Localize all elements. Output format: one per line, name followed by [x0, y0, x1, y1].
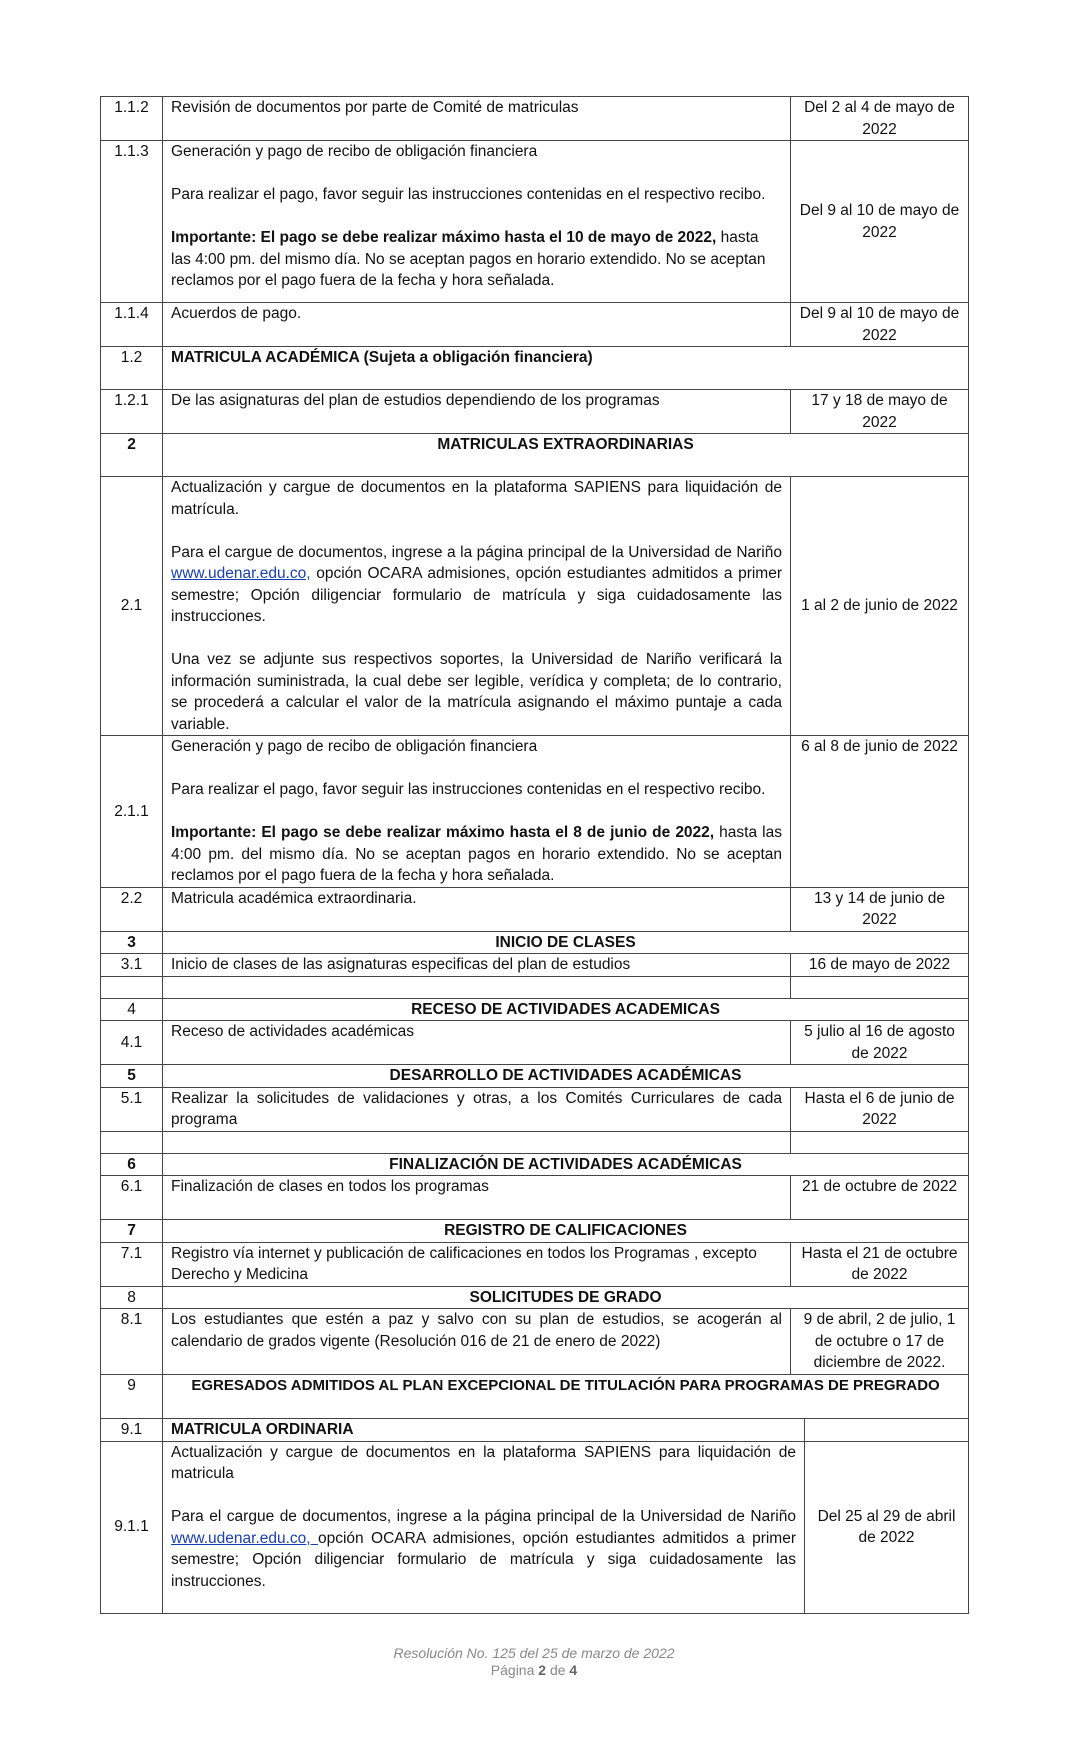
section-heading: INICIO DE CLASES [163, 931, 969, 954]
calendar-table [100, 96, 969, 1614]
row-number: 6 [101, 1153, 163, 1176]
page-number: 2 [538, 1662, 547, 1678]
table-row [101, 141, 969, 303]
page-total: 4 [569, 1662, 578, 1678]
row-description [163, 1441, 805, 1613]
important-note: Importante: El pago se debe realizar máximo hasta el 10 de mayo de 2022, [171, 229, 717, 246]
row-date: Del 9 al 10 de mayo de 2022 [791, 141, 969, 303]
paragraph [171, 1506, 796, 1592]
udenar-link[interactable]: www.udenar.edu.co, [171, 565, 311, 582]
row-date: 16 de mayo de 2022 [791, 954, 969, 977]
important-note: Importante: El pago se debe realizar máximo hasta el 8 de junio de 2022, [171, 824, 715, 841]
row-number: 7 [101, 1220, 163, 1243]
note-text: hasta las 4:00 pm. del mismo día. No se aceptan pagos en horario extendido. No se aceptan reclamos por el pago fuera de la fecha y hora señalada. [171, 824, 782, 884]
row-number: 1.1.3 [101, 141, 163, 303]
row-description: De las asignaturas del plan de estudios dependiendo de los programas [163, 390, 791, 434]
paragraph [171, 227, 782, 292]
row-description [163, 1087, 791, 1131]
table-row [101, 1087, 969, 1131]
section-heading: REGISTRO DE CALIFICACIONES [163, 1220, 969, 1243]
table-row [101, 1242, 969, 1286]
table-row [101, 390, 969, 434]
row-number: 1.1.2 [101, 97, 163, 141]
section-heading: DESARROLLO DE ACTIVIDADES ACADÉMICAS [163, 1065, 969, 1088]
table-row [101, 1441, 969, 1613]
row-description: Receso de actividades académicas [163, 1021, 791, 1065]
row-description: Registro vía internet y publicación de calificaciones en todos los Programas , excepto Derecho y Medicina [163, 1242, 791, 1286]
table-row [101, 1375, 969, 1419]
paragraph: Actualización y cargue de documentos en la plataforma SAPIENS para liquidación de matricula [171, 1443, 796, 1482]
paragraph: Para realizar el pago, favor seguir las instrucciones contenidas en el respectivo recibo. [171, 781, 766, 798]
row-number: 1.2 [101, 347, 163, 390]
row-number: 8.1 [101, 1309, 163, 1375]
row-number: 7.1 [101, 1242, 163, 1286]
empty-cell [163, 1131, 791, 1153]
table-row [101, 303, 969, 347]
row-date: 1 al 2 de junio de 2022 [791, 477, 969, 736]
row-number: 8 [101, 1286, 163, 1309]
row-date: 13 y 14 de junio de 2022 [791, 887, 969, 931]
row-date: 21 de octubre de 2022 [791, 1176, 969, 1220]
table-row [101, 1153, 969, 1176]
table-row [101, 1065, 969, 1088]
page-label: Página [490, 1662, 539, 1678]
section-title: MATRICULA ORDINARIA [163, 1419, 805, 1442]
page-of: de [546, 1662, 570, 1678]
row-number: 2 [101, 434, 163, 477]
row-date: 9 de abril, 2 de julio, 1 de octubre o 17 de diciembre de 2022. [791, 1309, 969, 1375]
empty-cell [791, 976, 969, 998]
row-description [163, 1309, 791, 1375]
resolution-footer [0, 1645, 1068, 1661]
row-description: Revisión de documentos por parte de Comité de matriculas [163, 97, 791, 141]
row-description [163, 736, 791, 888]
section-heading: RECESO DE ACTIVIDADES ACADEMICAS [163, 998, 969, 1021]
paragraph: Generación y pago de recibo de obligación financiera [171, 143, 538, 160]
row-number: 2.1.1 [101, 736, 163, 888]
empty-cell [805, 1419, 969, 1442]
section-heading: FINALIZACIÓN DE ACTIVIDADES ACADÉMICAS [163, 1153, 969, 1176]
row-number: 9 [101, 1375, 163, 1419]
paragraph-text: Para el cargue de documentos, ingrese a la página principal de la Universidad de Nariño [171, 543, 782, 561]
paragraph [171, 542, 782, 628]
row-number: 4.1 [101, 1021, 163, 1065]
table-row [101, 1220, 969, 1243]
row-number: 4 [101, 998, 163, 1021]
paragraph-text: opción OCARA admisiones, opción estudiantes admitidos a primer semestre; Opción diligenciar formulario de matrícula y siga cuidadosamente las instrucciones. [171, 1529, 797, 1590]
empty-cell [101, 1131, 163, 1153]
resolution-date: del 25 de marzo de 2022 [515, 1645, 675, 1661]
row-number: 3 [101, 931, 163, 954]
table-row [101, 1309, 969, 1375]
table-row [101, 477, 969, 736]
row-description [163, 477, 791, 736]
table-row [101, 736, 969, 888]
row-number: 3.1 [101, 954, 163, 977]
paragraph-text: opción OCARA admisiones, opción estudiantes admitidos a primer semestre; Opción diligenciar formulario de matrícula y siga cuidadosamente las instrucciones. [171, 565, 782, 625]
row-description: Acuerdos de pago. [163, 303, 791, 347]
empty-row [101, 1131, 969, 1153]
paragraph-text: Para el cargue de documentos, ingrese a la página principal de la Universidad de Nariño [171, 1508, 796, 1525]
row-number: 2.2 [101, 887, 163, 931]
section-title: MATRICULA ACADÉMICA (Sujeta a obligación financiera) [163, 347, 969, 390]
row-number: 1.2.1 [101, 390, 163, 434]
table-row [101, 1021, 969, 1065]
row-description: Finalización de clases en todos los programas [163, 1176, 791, 1220]
row-number: 9.1.1 [101, 1441, 163, 1613]
row-date: Del 25 al 29 de abril de 2022 [805, 1441, 969, 1613]
table-row [101, 998, 969, 1021]
row-description: Inicio de clases de las asignaturas especificas del plan de estudios [163, 954, 791, 977]
note-text: hasta las 4:00 pm. del mismo día. No se aceptan pagos en horario extendido. No se aceptan reclamos por el pago fuera de la fecha y hora señalada. [171, 229, 766, 289]
empty-cell [163, 976, 791, 998]
row-description: Matricula académica extraordinaria. [163, 887, 791, 931]
empty-cell [791, 1131, 969, 1153]
udenar-link[interactable]: www.udenar.edu.co, [171, 1529, 318, 1547]
table-row [101, 1286, 969, 1309]
table-row [101, 97, 969, 141]
table-row [101, 931, 969, 954]
section-heading: MATRICULAS EXTRAORDINARIAS [163, 434, 969, 477]
paragraph: Una vez se adjunte sus respectivos soportes, la Universidad de Nariño verificará la información suministrada, la cual debe ser legible, verídica y completa; de lo contrario, se procederá a calcular el valor de la matrícula asignando el máximo puntaje a cada variable. [171, 651, 782, 733]
paragraph: Generación y pago de recibo de obligación financiera [171, 738, 538, 755]
resolution-number: Resolución No. 125 [393, 1645, 516, 1661]
section-heading: SOLICITUDES DE GRADO [163, 1286, 969, 1309]
row-number: 1.1.4 [101, 303, 163, 347]
empty-row [101, 976, 969, 998]
paragraph: Para realizar el pago, favor seguir las instrucciones contenidas en el respectivo recibo. [171, 186, 766, 203]
section-heading: EGRESADOS ADMITIDOS AL PLAN EXCEPCIONAL DE TITULACIÓN PARA PROGRAMAS DE PREGRADO [163, 1375, 969, 1419]
paragraph: Actualización y cargue de documentos en la plataforma SAPIENS para liquidación de matrícula. [171, 479, 782, 518]
row-date: 6 al 8 de junio de 2022 [791, 736, 969, 888]
row-number: 2.1 [101, 477, 163, 736]
table-row [101, 887, 969, 931]
empty-cell [101, 976, 163, 998]
page-footer [0, 1662, 1068, 1678]
table-row [101, 1419, 969, 1442]
row-date: 17 y 18 de mayo de 2022 [791, 390, 969, 434]
paragraph [171, 822, 782, 887]
table-row [101, 434, 969, 477]
row-number: 9.1 [101, 1419, 163, 1442]
row-number: 5 [101, 1065, 163, 1088]
row-date: Hasta el 6 de junio de 2022 [791, 1087, 969, 1131]
paragraph: Realizar la solicitudes de validaciones y otras, a los Comités Curriculares de cada programa [171, 1089, 782, 1128]
table-row [101, 1176, 969, 1220]
row-number: 5.1 [101, 1087, 163, 1131]
table-row [101, 347, 969, 390]
row-date: Del 2 al 4 de mayo de 2022 [791, 97, 969, 141]
row-number: 6.1 [101, 1176, 163, 1220]
row-date: Del 9 al 10 de mayo de 2022 [791, 303, 969, 347]
row-date: Hasta el 21 de octubre de 2022 [791, 1242, 969, 1286]
table-row [101, 954, 969, 977]
row-description [163, 141, 791, 303]
paragraph: Los estudiantes que estén a paz y salvo con su plan de estudios, se acogerán al calendario de grados vigente (Resolución 016 de 21 de enero de 2022) [171, 1311, 782, 1350]
row-date: 5 julio al 16 de agosto de 2022 [791, 1021, 969, 1065]
